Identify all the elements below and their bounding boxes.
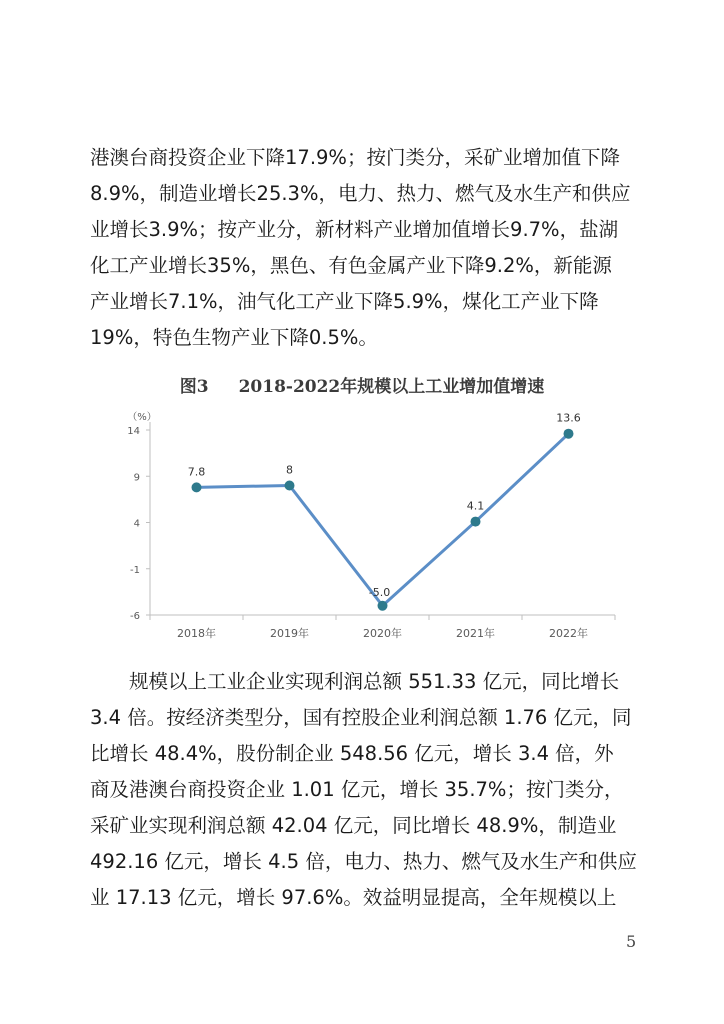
text-line: 港澳台商投资企业下降17.9%；按门类分，采矿业增加值下降 (90, 146, 620, 169)
text-line: 492.16 亿元，增长 4.5 倍，电力、热力、燃气及水生产和供应 (90, 850, 637, 873)
x-tick-label: 2022年 (549, 627, 588, 640)
figure-number: 图3 (179, 377, 209, 397)
text-line: 比增长 48.4%，股份制企业 548.56 亿元，增长 3.4 倍，外 (90, 742, 614, 765)
y-tick-label: 9 (133, 472, 140, 484)
data-label: -5.0 (368, 585, 391, 599)
data-point-marker (471, 517, 481, 527)
data-point-marker (564, 429, 574, 439)
text-line: 商及港澳台商投资企业 1.01 亿元，增长 35.7%；按门类分， (90, 778, 624, 801)
y-tick-label: -1 (130, 564, 140, 576)
text-line: 8.9%，制造业增长25.3%，电力、热力、燃气及水生产和供应 (90, 182, 631, 205)
text-line: 3.4 倍。按经济类型分，国有控股企业利润总额 1.76 亿元，同 (90, 706, 632, 729)
text-line: 业增长3.9%；按产业分，新材料产业增加值增长9.7%，盐湖 (90, 218, 619, 241)
data-label: 8 (286, 463, 293, 477)
series-line (197, 434, 569, 606)
data-point-marker (192, 482, 202, 492)
x-tick-label: 2018年 (177, 627, 216, 640)
y-axis-unit-label: （%） (127, 412, 157, 423)
text-line: 产业增长7.1%，油气化工产业下降5.9%，煤化工产业下降 (90, 290, 599, 313)
data-point-marker (378, 601, 388, 611)
text-line: 业 17.13 亿元，增长 97.6%。效益明显提高，全年规模以上 (90, 886, 617, 909)
line-chart (110, 405, 630, 645)
y-tick-label: 4 (133, 518, 140, 530)
text-line: 规模以上工业企业实现利润总额 551.33 亿元，同比增长 (129, 670, 620, 693)
y-tick-label: -6 (130, 611, 140, 622)
text-line: 化工产业增长35%，黑色、有色金属产业下降9.2%，新能源 (90, 254, 612, 277)
figure-caption: 2018-2022年规模以上工业增加值增速 (238, 377, 545, 397)
data-point-marker (285, 481, 295, 491)
data-label: 13.6 (556, 411, 581, 425)
page-number: 5 (626, 932, 637, 951)
paragraph-industrial-profit (90, 664, 650, 916)
text-line: 采矿业实现利润总额 42.04 亿元，同比增长 48.9%，制造业 (90, 814, 617, 837)
y-tick-label: 14 (127, 426, 140, 437)
data-label: 7.8 (187, 465, 206, 479)
data-label: 4.1 (466, 499, 485, 513)
x-tick-label: 2021年 (456, 627, 495, 640)
x-tick-label: 2019年 (270, 627, 309, 640)
text-line: 19%，特色生物产业下降0.5%。 (90, 326, 378, 349)
figure-title (0, 372, 724, 397)
x-tick-label: 2020年 (363, 627, 402, 640)
paragraph-industrial-growth (90, 140, 650, 356)
